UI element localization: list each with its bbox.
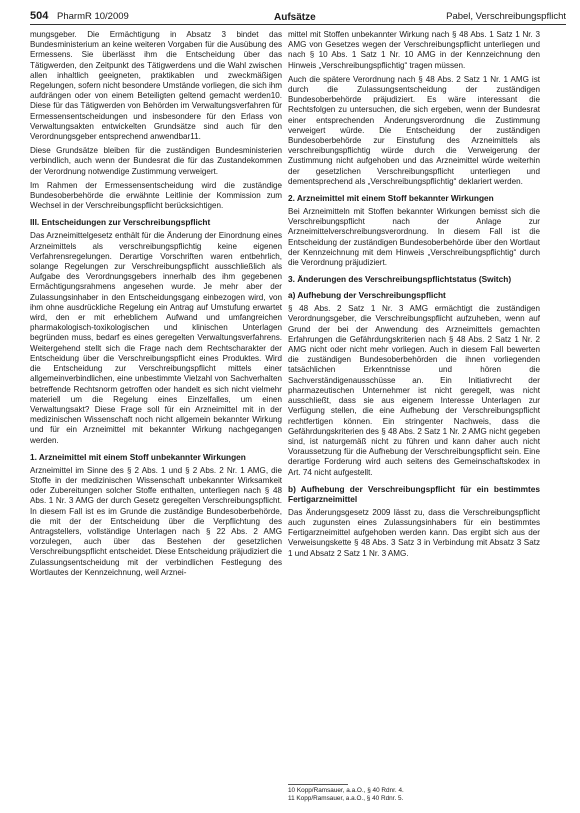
- header-rule: [30, 24, 566, 25]
- page-number: 504: [30, 10, 49, 22]
- section-heading: 3. Änderungen des Verschreibungspflichtstatus (Switch): [288, 274, 512, 285]
- footnote: 10 Kopp/Ramsauer, a.a.O., § 40 Rdnr. 4.: [288, 787, 404, 794]
- journal-name: PharmR 10/2009: [57, 11, 129, 22]
- section-heading: 1. Arzneimittel mit einem Stoff unbekannter Wirkungen: [30, 451, 246, 462]
- paragraph: Das Änderungsgesetz 2009 lässt zu, dass die Verschreibungspflicht auch zugunsten eines Zulassungsinhabers für ein bestimmtes Fertigarzneimittel aufgehoben werden kann. Das ergibt sich aus der Verweisungskette § 48 Abs. 3 Satz 3 in Verbindung mit Absatz 3 Satz 1 und Absatz 2 Satz 1 Nr. 3 AMG.: [288, 507, 540, 558]
- section-heading: 2. Arzneimittel mit einem Stoff bekannter Wirkungen: [288, 193, 494, 204]
- footnote-rule: [288, 784, 348, 785]
- paragraph: § 48 Abs. 2 Satz 1 Nr. 3 AMG ermächtigt die zuständigen Verordnungsgeber, die Verschreibungspflicht aufzuheben, wenn auf Grund der bei der Anwendung des Arzneimittels gemachten Erfahrungen die Gefährdungskriterien nach § 48 Abs. 2 Satz 1 Nr. 2 AMG nicht oder nicht mehr vorliegen. Auch in diesem Fall bewerten die zuständigen Bundesoberbehörden die ihnen vorliegenden tatsächlichen Erkenntnisse und hören die Sachverständigenausschüsse an. Ein Initiativrecht der pharmazeutischen Unternehmer ist nicht geregelt, was nicht ausschließt, dass sie aus eigenem Interesse Unterlagen zur Verfügung stellen, die eine Aufhebung der Verschreibungspflicht rechtfertigen können. Ein stringenter Nachweis, dass die Gefährdungskriterien des § 48 Abs. 2 Satz 1 Nr. 2 AMG nicht gegeben sind, ist naturgemäß nicht zu führen und kann daher auch nicht Voraussetzung für die Aufhebung der Verschreibungspflicht sein. Eine derartige Forderung wird auch seitens des Gemeinschaftskodex in Art. 74 nicht aufgestellt.: [288, 304, 540, 477]
- footnote: 11 Kopp/Ramsauer, a.a.O., § 40 Rdnr. 5.: [288, 795, 404, 802]
- subsection-heading: b) Aufhebung der Verschreibungspflicht für ein bestimmtes Fertigarzneimittel: [288, 483, 540, 504]
- section-heading: III. Entscheidungen zur Verschreibungspflicht: [30, 217, 211, 228]
- paragraph: mittel mit Stoffen unbekannter Wirkung nach § 48 Abs. 1 Satz 1 Nr. 3 AMG von Gesetzes wegen der Verschreibungspflicht unterliegen und nach § 10 Abs. 1 Satz 1 Nr. 10 AMG in der Kennzeichnung den Hinweis „Verschreibungspflichtig“ tragen müssen.: [288, 30, 540, 70]
- paragraph: mungsgeber. Die Ermächtigung in Absatz 3 bindet das Bundesministerium an keine weiteren Vorgaben für die Ausübung des Ermessens. Sie überlässt ihm die Entscheidung über das Tätigwerden, den Zeitpunkt des Tätigwerdens und die Wahl zwischen allen inhaltlich geeigneten, praktikablen und zweckmäßigen Regelungen, sofern nicht besondere Umstände vorliegen, die sich ihm aufdrängen oder von einem Beteiligten geltend gemacht werden10. Diese für das Tätigwerden von Behörden im Verwaltungsverfahren für Ermessensentscheidungen und insbesondere für den Erlass von Verwaltungsakten entwickelten Grundsätze sind auch für den Verordnungsgeber entsprechend anwendbar11.: [30, 30, 282, 142]
- left-column: [30, 30, 282, 582]
- paragraph: Arzneimittel im Sinne des § 2 Abs. 1 und § 2 Abs. 2 Nr. 1 AMG, die Stoffe in der medizinischen Wissenschaft unbekannter Wirksamkeit oder Zubereitungen solcher Stoffe enthalten, unterliegen nach § 48 Abs. 1 Nr. 3 AMG der durch Gesetz geregelten Verschreibungspflicht. In diesem Fall ist es im Grunde die zuständige Bundesoberbehörde, die mit der der Entscheidung über die Verpflichtung des Antragstellers, vollständige Unterlagen nach § 22 Abs. 2 AMG vorzulegen, auch über das Bestehen der gesetzlichen Verschreibungspflicht entscheidet. Diese Entscheidung präjudiziert die Zulassungsentscheidung mit der verbindlichen Festlegung des Wortlautes der Kennzeichnung, weil Arznei-: [30, 465, 282, 577]
- right-column: [288, 30, 540, 563]
- paragraph: Bei Arzneimitteln mit Stoffen bekannter Wirkungen bemisst sich die Verschreibungspflicht nach der Anlage zur Arzneimittelverschreibungsverordnung. In diesem Fall ist die Entscheidung der zuständigen Bundesoberbehörde über den Wortlaut der Kennzeichnung mit dem Hinweis „Verschreibungspflichtig“ durch die Verordnung präjudiziert.: [288, 207, 540, 268]
- running-title: Pabel, Verschreibungspflicht: [446, 11, 566, 22]
- paragraph: Im Rahmen der Ermessensentscheidung wird die zuständige Bundesoberbehörde die erwähnte Leitlinie der Kommission zum Wechsel in der Verschreibungspflicht berücksichtigen.: [30, 180, 282, 211]
- footnotes: [288, 784, 540, 803]
- paragraph: Auch die spätere Verordnung nach § 48 Abs. 2 Satz 1 Nr. 1 AMG ist durch die Zulassungsentscheidung der zuständigen Bundesoberbehörde präjudiziert. Es wäre interessant die Rechtsfolgen zu untersuchen, die sich ergeben, wenn der Bundesrat einer entsprechenden Änderungsverordnung die Zustimmung verweigert würde. Die Entscheidung der zuständigen Bundesoberbehörde zur Einstufung des Arzneimittels als verschreibungspflichtig würde durch die Verweigerung der Zustimmung nicht aufgehoben und das Arzneimittel würde weiterhin der gesetzlichen Verschreibungspflicht unterliegen und dementsprechend als „Verschreibungspflichtig“ deklariert werden.: [288, 74, 540, 186]
- section-label: Aufsätze: [274, 12, 316, 23]
- paragraph: Das Arzneimittelgesetz enthält für die Änderung der Einordnung eines Arzneimittels als verschreibungspflichtig keine eigenen Verfahrensregelungen. Derartige Vorschriften waren entbehrlich, solange Regelungen zur Verschreibungspflicht ausschließlich als Aufgabe des Verordnungsgebers innerhalb des ihm gegebenen Ermächtigungsrahmens angesehen wurde. Je mehr aber der Zulassungsinhaber in den Entscheidungsgang einbezogen wird, von ihm ohne ausdrückliche Regelung ein Antrag auf Umstufung erwartet wird, den er mit erheblichem Aufwand und umfangreichen pharmakologisch-toxikologischen und klinischen Unterlagen begründen muss, bedarf es eines geregelten Verwaltungsverfahrens. Weitergehend stellt sich die Frage nach dem Rechtscharakter der Entscheidung über die Verschreibungspflicht eines Produktes. Wird die Entscheidung zur Verschreibungspflicht mittels einer allgemeinverbindlichen, eine unbestimmte Vielzahl von Sachverhalten betreffende Rechtsnorm getroffen oder handelt es sich nicht vielmehr materiell um die Regelung eines Einzelfalles, um einen Verwaltungsakt? Diese Frage soll für ein Arzneimittel mit in der medizinischen Wissenschaft noch nicht allgemein bekannter Wirkung und für ein Arzneimittel mit bekannter Wirkung nachgegangen werden.: [30, 231, 282, 445]
- subsection-heading: a) Aufhebung der Verschreibungspflicht: [288, 290, 446, 301]
- paragraph: Diese Grundsätze bleiben für die zuständigen Bundesministerien verbindlich, auch wenn der Bundesrat die für das Zustandekommen der Verordnung notwendige Zustimmung verweigert.: [30, 146, 282, 176]
